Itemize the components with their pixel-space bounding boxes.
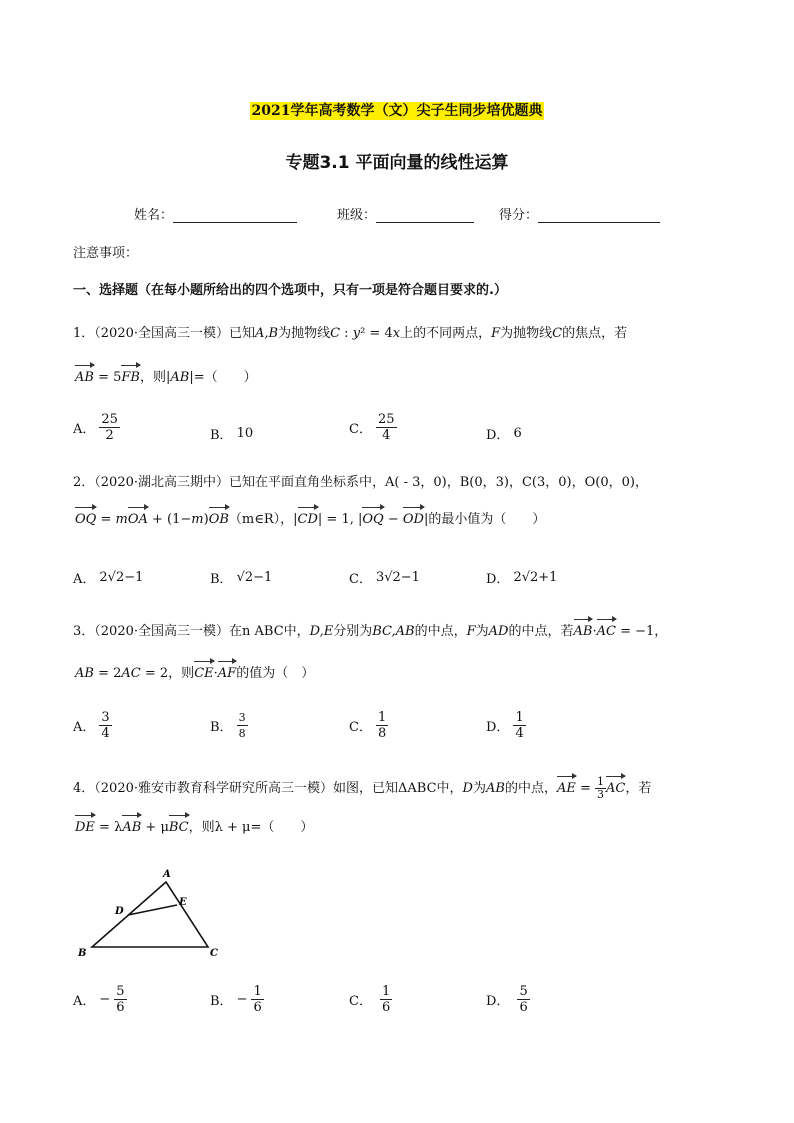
q4-option-b[interactable]: B． − $\frac{1}{6}$ — [210, 984, 262, 1015]
class-field[interactable]: 班级： — [337, 204, 474, 223]
question-4-line2: DE = λAB + μBC，则λ + μ=（ ） — [75, 818, 313, 838]
q2-option-b[interactable]: B． √2−1 — [210, 570, 273, 587]
q3-option-b[interactable]: B． $\frac{3}{8}$ — [210, 711, 246, 740]
q1-option-a[interactable]: A． $\frac{25}{2}$ — [73, 412, 118, 443]
series-title: 2021学年高考数学（文）尖子生同步培优题典 — [251, 103, 543, 119]
question-1: 1．（2020·全国高三一模）已知A,B为抛物线C : y² = 4x上的不同两点，F为抛物线C的焦点，若 — [73, 326, 628, 341]
q2-option-c[interactable]: C． 3√2−1 — [349, 570, 420, 587]
q3-option-d[interactable]: D． $\frac{1}{4}$ — [486, 710, 524, 741]
q1-option-d[interactable]: D． 6 — [486, 426, 522, 443]
section-heading: 一、选择题（在每小题所给出的四个选项中，只有一项是符合题目要求的.） — [73, 283, 507, 298]
label-a: A — [163, 869, 171, 880]
triangle-abc — [92, 882, 208, 947]
q2-option-d[interactable]: D． 2√2+1 — [486, 570, 558, 587]
label-e: E — [179, 897, 187, 908]
q4-option-a[interactable]: A． − $\frac{5}{6}$ — [73, 984, 125, 1015]
page-title: 专题3.1 平面向量的线性运算 — [285, 153, 509, 173]
label-c: C — [210, 948, 218, 959]
q3-option-a[interactable]: A． $\frac{3}{4}$ — [73, 710, 110, 741]
label-d: D — [115, 906, 124, 917]
triangle-figure — [70, 862, 230, 966]
question-3-line2: AB = 2AC = 2，则CE·AF的值为（ ） — [75, 664, 314, 684]
question-2: 2．（2020·湖北高三期中）已知在平面直角坐标系中，A( - 3，0)，B(0，3)，C(3，0)，O(0，0)， — [73, 475, 648, 490]
q4-option-d[interactable]: D． $\frac{5}{6}$ — [486, 984, 528, 1015]
question-1-line2: AB = 5FB，则|AB|=（ ） — [75, 368, 257, 388]
notice-label: 注意事项： — [73, 246, 139, 261]
question-3: 3．（2020·全国高三一模）在n ABC中，D,E分别为BC,AB的中点，F为AD的中点，若AB·AC = −1， — [73, 622, 733, 642]
question-2-line2: OQ = mOA + (1−m)OB（m∈R），|CD| = 1, |OQ − OD|的最小值为（ ） — [75, 510, 725, 530]
label-b: B — [78, 948, 87, 959]
q4-option-c[interactable]: C． $\frac{1}{6}$ — [349, 984, 391, 1015]
q3-option-c[interactable]: C． $\frac{1}{8}$ — [349, 710, 387, 741]
q1-option-c[interactable]: C． $\frac{25}{4}$ — [349, 412, 395, 443]
segment-de — [128, 905, 177, 915]
name-field[interactable]: 姓名： — [134, 204, 297, 223]
score-field[interactable]: 得分： — [499, 204, 660, 223]
question-4: 4．（2020·雅安市教育科学研究所高三一模）如图，已知ΔABC中，D为AB的中点，AE = $\frac{1}{3}$ AC，若 — [73, 775, 652, 801]
q2-option-a[interactable]: A． 2√2−1 — [73, 570, 144, 587]
q1-option-b[interactable]: B． 10 — [210, 426, 254, 443]
